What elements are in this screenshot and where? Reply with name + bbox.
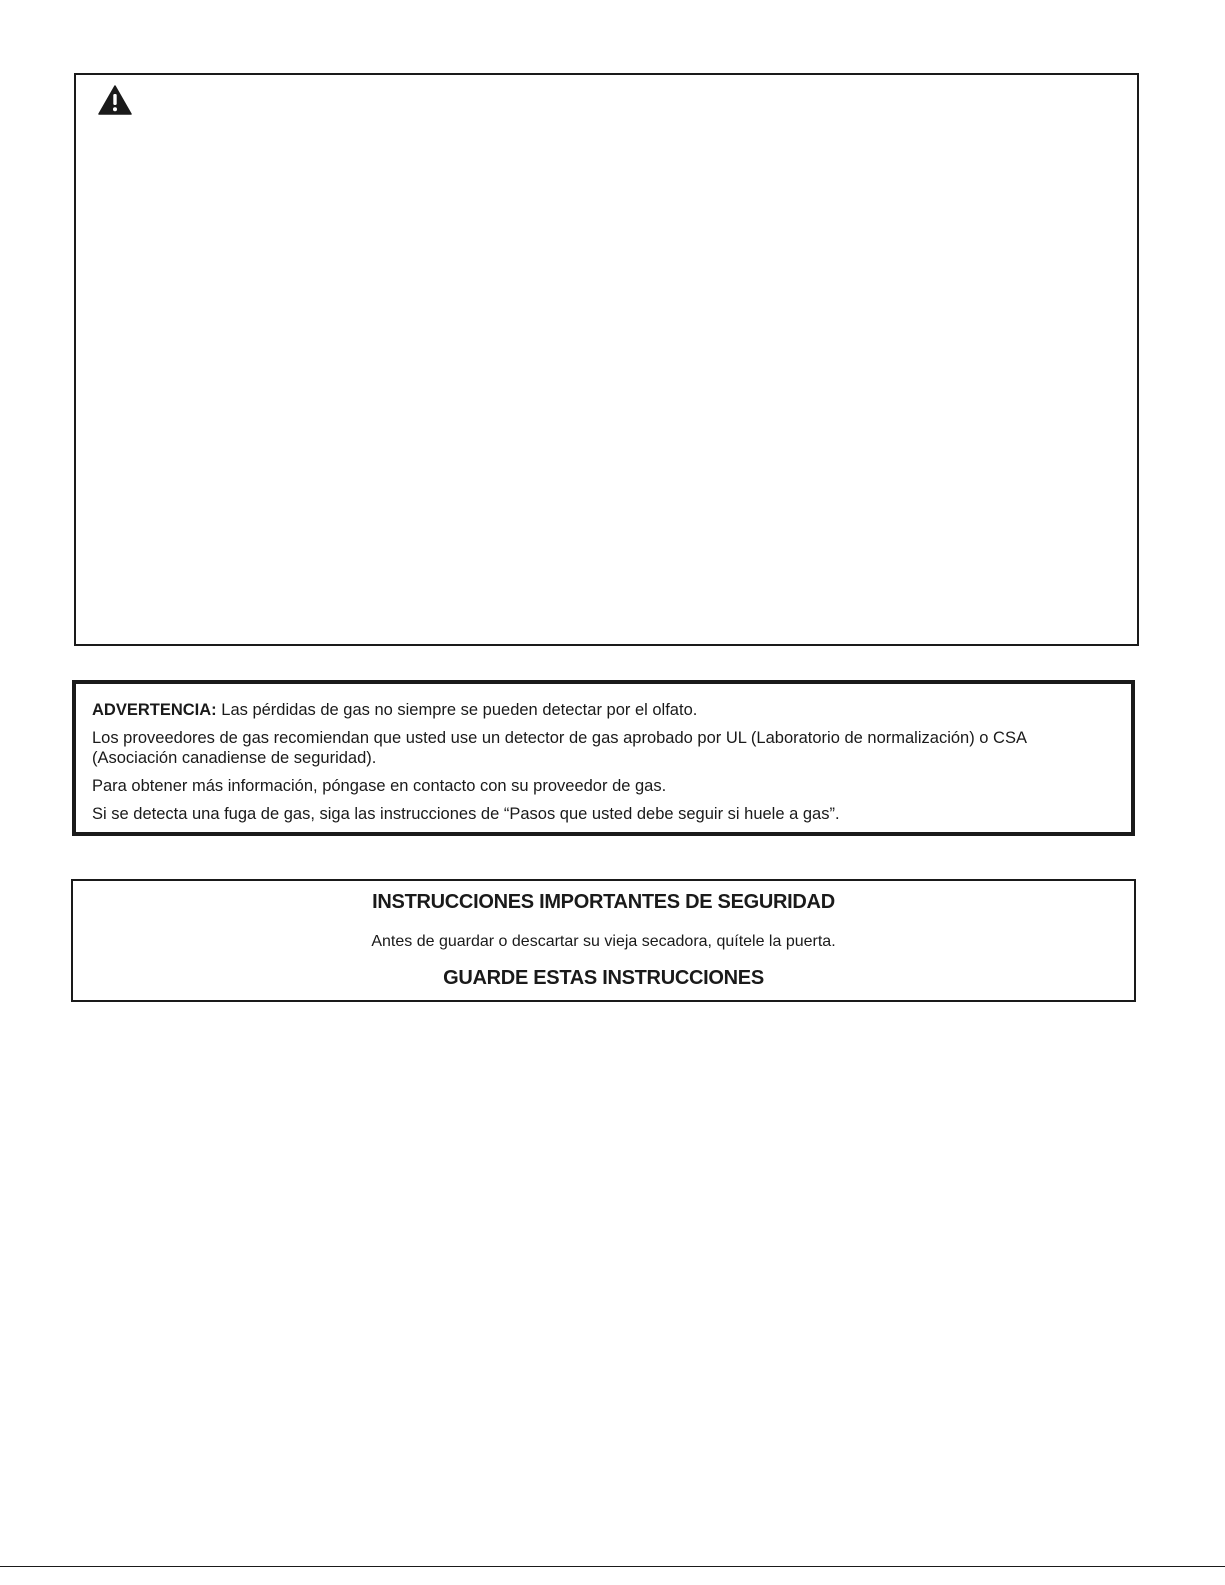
gas-warning-line-3: Para obtener más información, póngase en contacto con su proveedor de gas. xyxy=(92,777,667,795)
safety-instructions-box xyxy=(71,879,1136,1002)
gas-warning-box xyxy=(72,680,1135,836)
bottom-divider xyxy=(0,1566,1225,1567)
gas-warning-text-1: Las pérdidas de gas no siempre se pueden detectar por el olfato. xyxy=(221,701,698,719)
gas-warning-line-1 xyxy=(92,700,1115,720)
gas-warning-line-2: Los proveedores de gas recomiendan que usted use un detector de gas aprobado por UL (Laboratorio de normalización) o CSA (Asociación canadiense de seguridad). xyxy=(92,729,1027,767)
gas-warning-line-4: Si se detecta una fuga de gas, siga las instrucciones de “Pasos que usted debe seguir si huele a gas”. xyxy=(92,805,840,823)
warning-triangle-icon xyxy=(98,85,132,115)
safety-instructions-text: Antes de guardar o descartar su vieja secadora, quítele la puerta. xyxy=(371,933,836,950)
warning-box xyxy=(74,73,1139,646)
advertencia-label: ADVERTENCIA: xyxy=(92,701,217,719)
save-instructions-label: GUARDE ESTAS INSTRUCCIONES xyxy=(443,967,764,989)
safety-instructions-title: INSTRUCCIONES IMPORTANTES DE SEGURIDAD xyxy=(372,891,835,913)
